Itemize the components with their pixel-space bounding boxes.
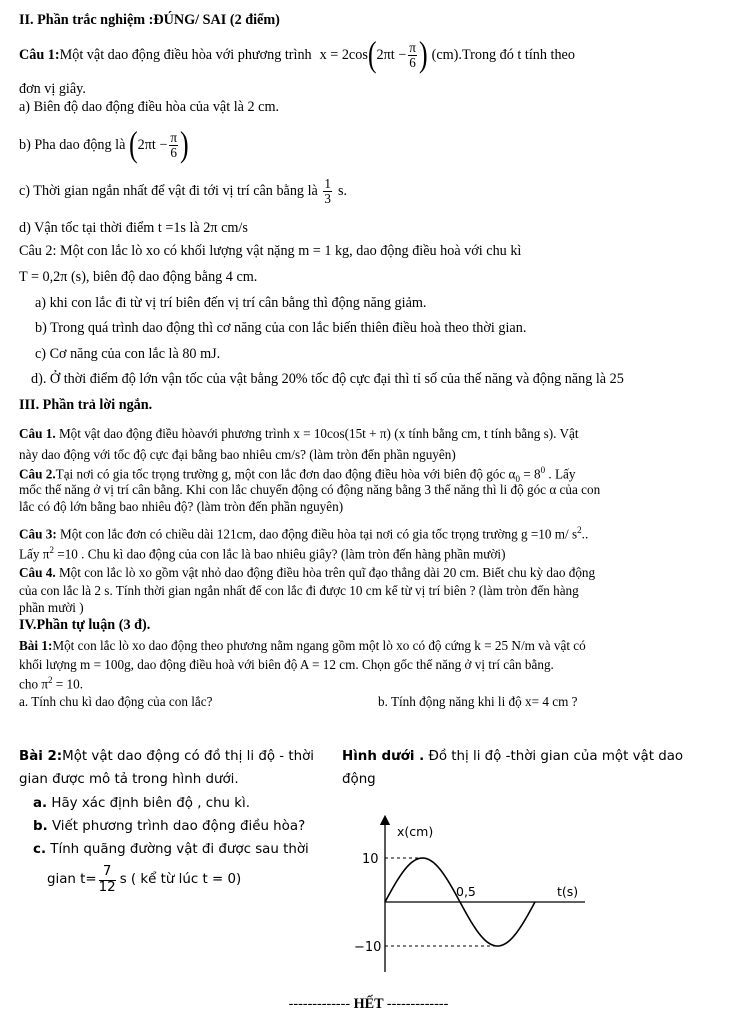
y-tick-max: 10 <box>362 852 379 867</box>
figure-caption: Hình dưới . Đồ thị li độ -thời gian của một vật dao <box>342 749 684 764</box>
section-3-title: III. Phần trả lời ngắn. <box>19 397 153 413</box>
short-q4-line1: Câu 4. Một con lắc lò xo gồm vật nhỏ dao động điều hòa trên quĩ đạo thẳng dài 20 cm. Biết chu kỳ dao động <box>19 565 596 580</box>
q2-option-b: b) Trong quá trình dao động thì cơ năng của con lắc biến thiên điều hoà theo thời gian. <box>35 320 527 336</box>
q2-option-a: a) khi con lắc đi từ vị trí biên đến vị trí cân bằng thì động năng giảm. <box>35 295 427 311</box>
short-q3-line2: Lấy $\pi^2 =10$ . Chu kì dao động của con lắc là bao nhiêu giây? (làm tròn đến hàng phần mười) <box>19 545 506 562</box>
short-q2-line2: mốc thế năng ở vị trí cân bằng. Khi con lắc chuyển động có động năng bằng 3 thế năng thì li độ góc α của con <box>19 482 601 497</box>
displacement-time-chart <box>335 812 595 982</box>
y-axis-label: x(cm) <box>397 824 434 839</box>
x-axis-label: t(s) <box>557 884 579 899</box>
essay-b2-qb: b. Viết phương trình dao động điều hòa? <box>33 819 306 834</box>
q1-option-d: d) Vận tốc tại thời điểm t =1s là 2π cm/s <box>19 220 248 236</box>
essay-b2-qc: c. Tính quãng đường vật đi được sau thời <box>33 842 309 857</box>
essay-b1-line2: khối lượng m = 100g, dao động điều hoà với biên độ A = 12 cm. Chọn gốc thế năng ở vị trí cân bằng. <box>19 657 554 672</box>
essay-b2-line1: Bài 2:Một vật dao động có đồ thị li độ - thời <box>19 749 315 764</box>
short-q1-line2: này dao động với tốc độ cực đại bằng bao nhiêu cm/s? (làm tròn đến phần nguyên) <box>19 447 456 462</box>
q2-option-d: d). Ở thời điểm độ lớn vận tốc của vật bằng 20% tốc độ cực đại thì tỉ số của thế năng và động năng là 25 <box>31 371 624 387</box>
essay-b2-line2: gian được mô tả trong hình dưới. <box>19 772 239 787</box>
short-q4-line3: phần mười ) <box>19 600 84 615</box>
essay-b1-qb: b. Tính động năng khi li độ x= 4 cm ? <box>378 694 578 709</box>
q1-stem: Câu 1: Một vật dao động điều hòa với phương trình x = 2cos ( 2πt − $\frac{\pi}{6}$ ) (cm). Trong đó t tính theo <box>19 34 575 75</box>
essay-b2-qc-cont: gian t= $\frac{7}{12}$ s ( kể từ lúc t = 0) <box>47 864 242 895</box>
y-tick-min: −10 <box>354 940 382 955</box>
q1-option-a: a) Biên độ dao động điều hòa của vật là 2 cm. <box>19 99 280 115</box>
q1-option-b: b) Pha dao động là ( 2πt − $\frac{\pi}{6}$ ) <box>19 124 189 165</box>
q1-option-c: c) Thời gian ngắn nhất để vật đi tới vị trí cân bằng là $\frac{1}{3}$ s. <box>19 175 348 206</box>
short-q2-line3: lắc có độ lớn bằng bao nhiêu độ? (làm tròn đến phần nguyên) <box>19 499 344 514</box>
q2-stem-cont: T = 0,2π (s), biên độ dao động bằng 4 cm. <box>19 269 258 285</box>
short-q1-line1: Câu 1. Một vật dao động điều hòavới phương trình x = 10cos(15t + π) (x tính bằng cm, t tính bằng s). Vật <box>19 426 579 441</box>
q2-option-c: c) Cơ năng của con lắc là 80 mJ. <box>35 346 221 362</box>
essay-b1-line1: Bài 1:Một con lắc lò xo dao động theo phương nằm ngang gồm một lò xo có độ cứng k = 25 N/m và vật có <box>19 638 586 653</box>
essay-b2-qa: a. Hãy xác định biên độ , chu kì. <box>33 796 251 811</box>
q2-stem: Câu 2: Một con lắc lò xo có khối lượng vật nặng m = 1 kg, dao động điều hoà với chu kì <box>19 243 522 259</box>
section-2-title: II. Phần trắc nghiệm :ĐÚNG/ SAI (2 điểm) <box>19 12 280 28</box>
q1-stem-cont: đơn vị giây. <box>19 81 86 97</box>
essay-b1-qa: a. Tính chu kì dao động của con lắc? <box>19 694 213 709</box>
short-q4-line2: của con lắc là 2 s. Tính thời gian ngắn nhất để con lắc đi được 10 cm kể từ vị trí biên ? (làm tròn đến hàng <box>19 583 579 598</box>
section-4-title: IV.Phần tự luận (3 đ). <box>19 617 151 633</box>
figure-caption-cont: động <box>342 772 376 787</box>
end-marker: ------------- HẾT ------------- <box>288 996 449 1012</box>
essay-b1-line3: cho $\pi^2 = 10$. <box>19 675 84 692</box>
short-q3-line1: Câu 3: Một con lắc đơn có chiều dài 121cm, dao động điều hòa tại nơi có gia tốc trọng trường g =10 m/ $s^2$.. <box>19 525 589 542</box>
short-q2-line1: Câu 2.Tại nơi có gia tốc trọng trường g, một con lắc đơn dao động điều hòa với biên độ góc $\alpha_0 = 8^0$ . Lấy <box>19 465 576 485</box>
q1-label: Câu 1: <box>19 46 60 63</box>
x-tick-half: 0,5 <box>456 884 476 899</box>
